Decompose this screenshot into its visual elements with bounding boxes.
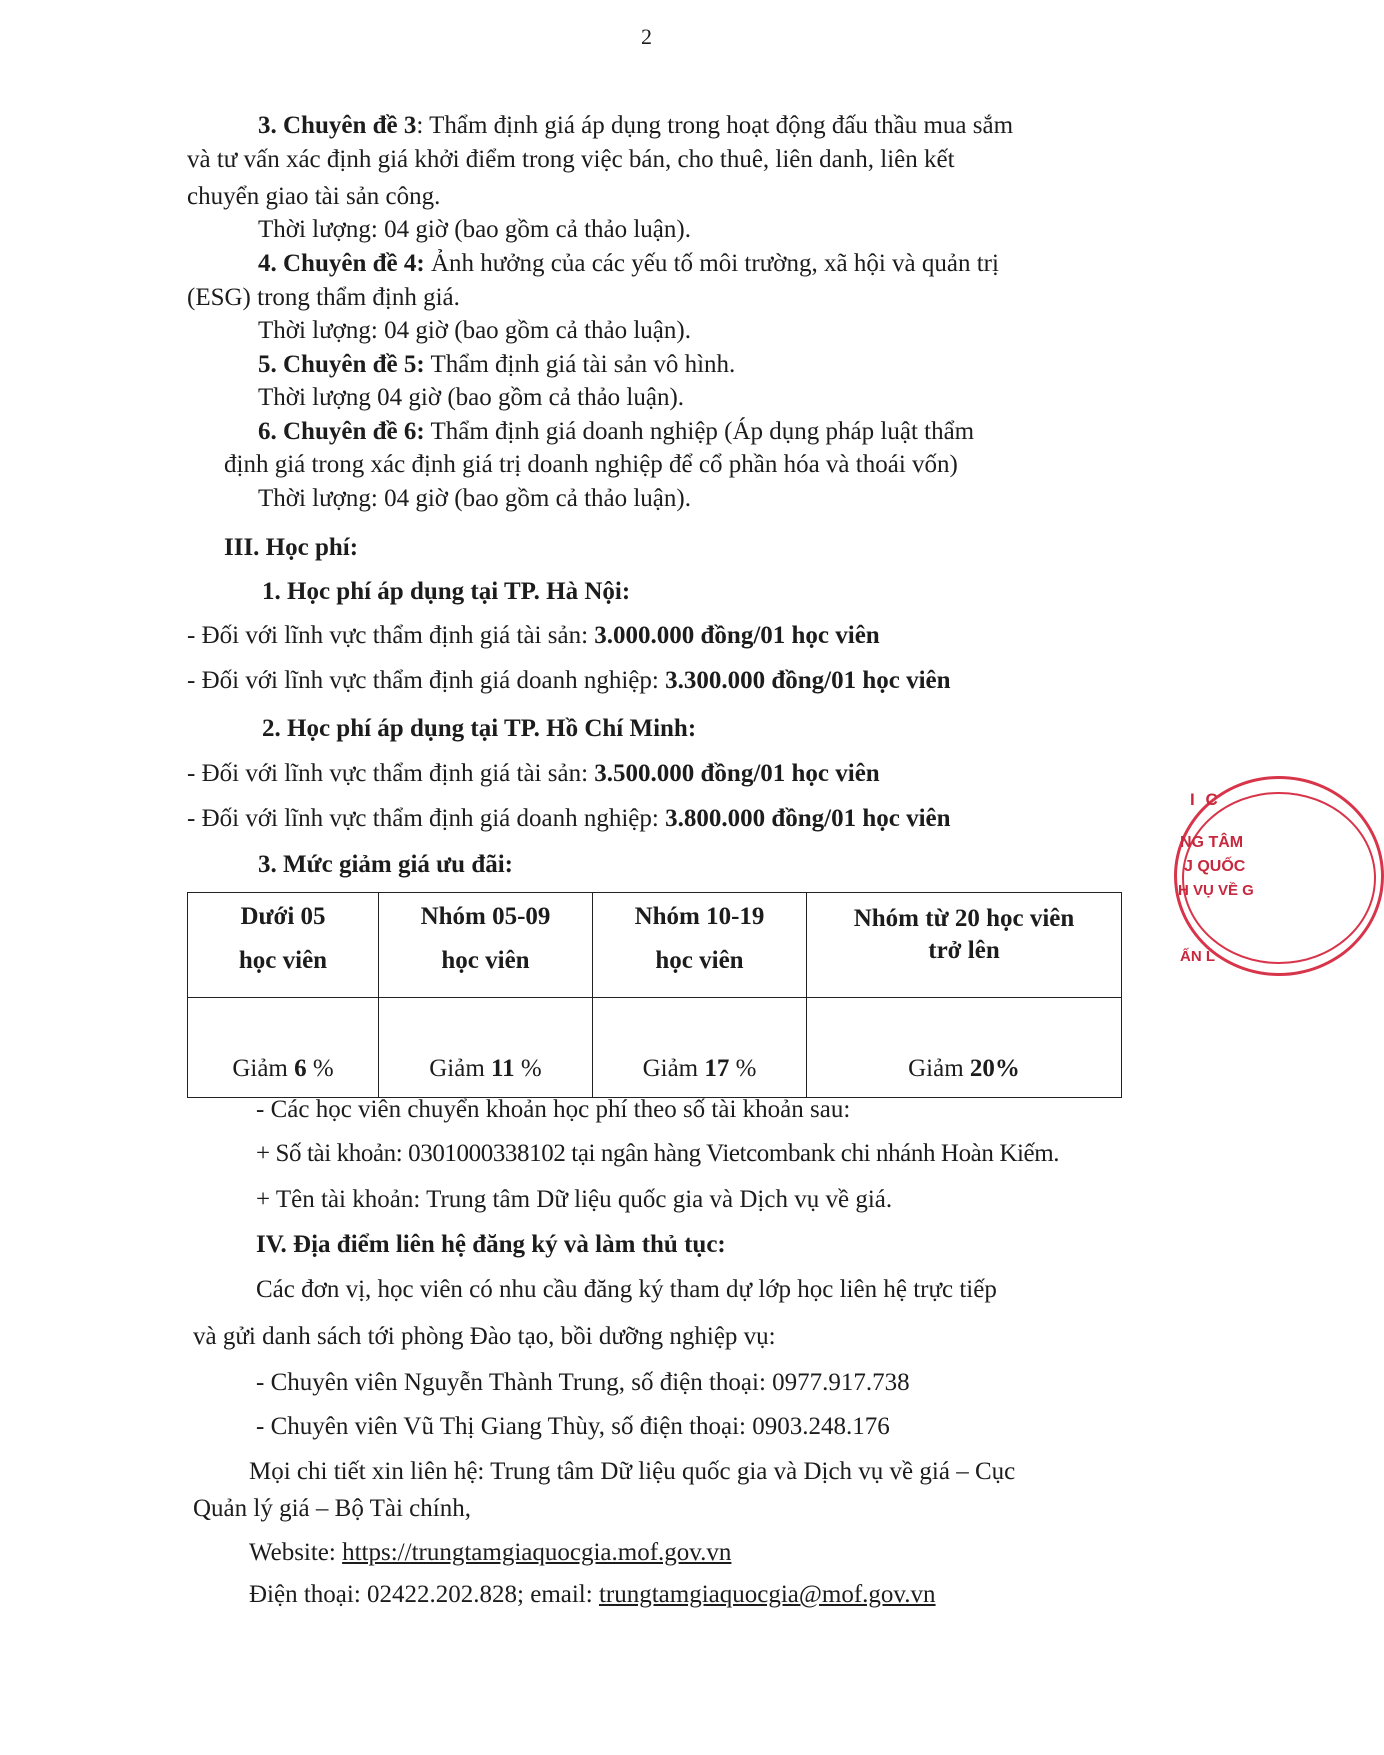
topic-4-line-1: 4. Chuyên đề 4: Ảnh hưởng của các yếu tố môi trường, xã hội và quản trị	[258, 250, 999, 277]
contact-intro-line-2: và gửi danh sách tới phòng Đào tạo, bồi dưỡng nghiệp vụ:	[193, 1323, 776, 1350]
hcm-business-fee: - Đối với lĩnh vực thẩm định giá doanh nghiệp: 3.800.000 đồng/01 học viên	[187, 805, 951, 832]
account-name: + Tên tài khoản: Trung tâm Dữ liệu quốc gia và Dịch vụ về giá.	[256, 1186, 893, 1213]
topic-6-duration: Thời lượng: 04 giờ (bao gồm cả thảo luận).	[258, 485, 691, 512]
contact-website: Website: https://trungtamgiaquocgia.mof.gov.vn	[249, 1539, 732, 1566]
topic-3-line-1: 3. Chuyên đề 3: Thẩm định giá áp dụng trong hoạt động đấu thầu mua sắm	[258, 112, 1014, 139]
topic-3-duration: Thời lượng: 04 giờ (bao gồm cả thảo luận).	[258, 216, 691, 243]
topic-6-line-2: định giá trong xác định giá trị doanh nghiệp để cổ phần hóa và thoái vốn)	[224, 451, 958, 478]
contact-heading: IV. Địa điểm liên hệ đăng ký và làm thủ tục:	[256, 1231, 726, 1258]
topic-3-line-2: và tư vấn xác định giá khởi điểm trong việc bán, cho thuê, liên danh, liên kết	[187, 146, 955, 173]
fees-heading: III. Học phí:	[224, 534, 359, 561]
discount-table-header-row	[188, 893, 1122, 998]
transfer-intro: - Các học viên chuyển khoản học phí theo số tài khoản sau:	[256, 1096, 851, 1123]
discount-table-value-cell: Giảm 17 %	[593, 998, 807, 1098]
website-link[interactable]: https://trungtamgiaquocgia.mof.gov.vn	[342, 1539, 732, 1566]
topic-4-label: 4. Chuyên đề 4:	[258, 250, 425, 277]
topic-5-line-1: 5. Chuyên đề 5: Thẩm định giá tài sản vô hình.	[258, 351, 736, 378]
discount-table-value-row	[188, 998, 1122, 1098]
hanoi-business-fee: - Đối với lĩnh vực thẩm định giá doanh nghiệp: 3.300.000 đồng/01 học viên	[187, 667, 951, 694]
page-number: 2	[641, 24, 652, 49]
discount-table	[187, 892, 1122, 1098]
topic-6-label: 6. Chuyên đề 6:	[258, 418, 425, 445]
contact-details-line-1: Mọi chi tiết xin liên hệ: Trung tâm Dữ liệu quốc gia và Dịch vụ về giá – Cục	[249, 1458, 1016, 1485]
discount-table-value-cell: Giảm 6 %	[188, 998, 379, 1098]
discount-heading: 3. Mức giảm giá ưu đãi:	[258, 851, 513, 878]
discount-table-header-cell: Nhóm 05-09 học viên	[379, 893, 593, 998]
contact-person-2: - Chuyên viên Vũ Thị Giang Thùy, số điện thoại: 0903.248.176	[256, 1413, 890, 1440]
discount-table-header-cell: Nhóm từ 20 học viên trở lên	[807, 893, 1122, 998]
contact-person-1: - Chuyên viên Nguyễn Thành Trung, số điện thoại: 0977.917.738	[256, 1369, 910, 1396]
hanoi-asset-fee: - Đối với lĩnh vực thẩm định giá tài sản: 3.000.000 đồng/01 học viên	[187, 622, 880, 649]
topic-3-label: 3. Chuyên đề 3	[258, 112, 417, 139]
discount-table-value-cell: Giảm 20%	[807, 998, 1122, 1098]
contact-details-line-2: Quản lý giá – Bộ Tài chính,	[193, 1495, 471, 1522]
account-number: + Số tài khoản: 0301000338102 tại ngân hàng Vietcombank chi nhánh Hoàn Kiếm.	[256, 1140, 1060, 1167]
email-link[interactable]: trungtamgiaquocgia@mof.gov.vn	[598, 1581, 936, 1608]
discount-table-header-cell: Nhóm 10-19 học viên	[593, 893, 807, 998]
contact-intro-line-1: Các đơn vị, học viên có nhu cầu đăng ký tham dự lớp học liên hệ trực tiếp	[256, 1276, 997, 1303]
topic-5-label: 5. Chuyên đề 5:	[258, 351, 425, 378]
contact-phone-email: Điện thoại: 02422.202.828; email: trungtamgiaquocgia@mof.gov.vn	[249, 1581, 936, 1608]
discount-table-header-cell: Dưới 05 học viên	[188, 893, 379, 998]
hcm-asset-fee: - Đối với lĩnh vực thẩm định giá tài sản: 3.500.000 đồng/01 học viên	[187, 760, 880, 787]
topic-6-line-1: 6. Chuyên đề 6: Thẩm định giá doanh nghiệp (Áp dụng pháp luật thẩm	[258, 418, 975, 445]
discount-table-value-cell: Giảm 11 %	[379, 998, 593, 1098]
topic-4-duration: Thời lượng: 04 giờ (bao gồm cả thảo luận).	[258, 317, 691, 344]
hcm-heading: 2. Học phí áp dụng tại TP. Hồ Chí Minh:	[262, 715, 697, 742]
topic-4-line-2: (ESG) trong thẩm định giá.	[187, 284, 460, 311]
official-stamp: I C NG TÂM J QUỐC H VỤ VỀ G ẤN L	[1168, 770, 1242, 990]
topic-5-duration: Thời lượng 04 giờ (bao gồm cả thảo luận).	[258, 384, 685, 411]
topic-3-line-3: chuyển giao tài sản công.	[187, 183, 441, 210]
hanoi-heading: 1. Học phí áp dụng tại TP. Hà Nội:	[262, 578, 631, 605]
